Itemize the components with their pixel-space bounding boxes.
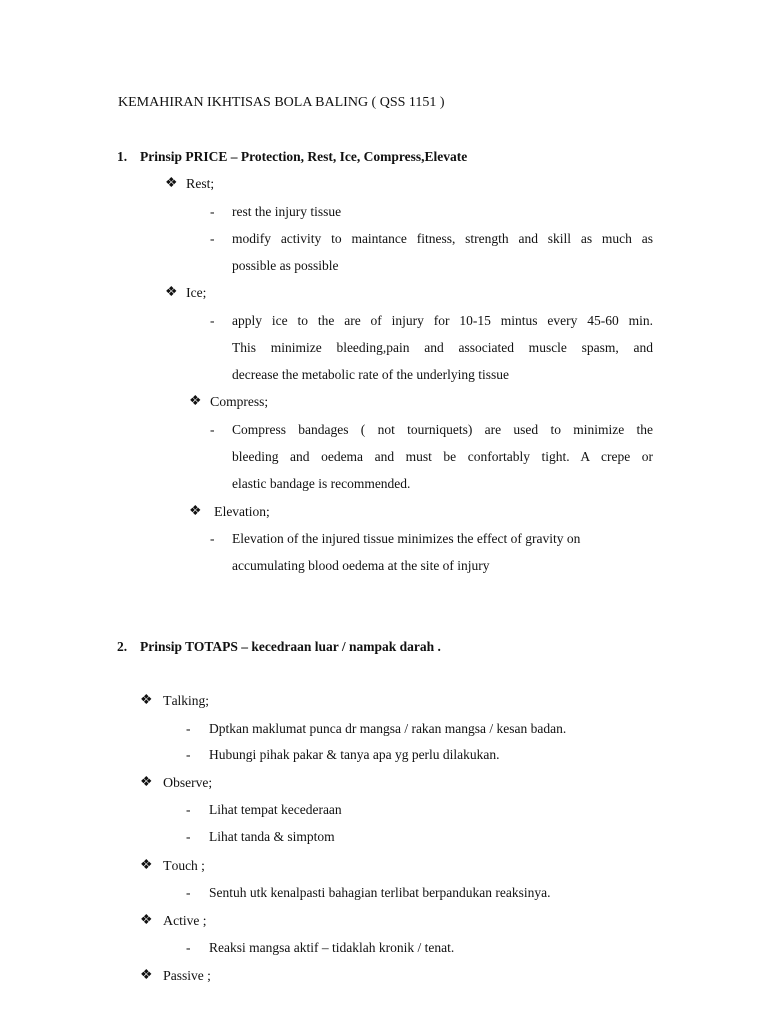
subheading-active xyxy=(163,912,207,931)
subheading-ice xyxy=(186,284,206,303)
document-title: KEMAHIRAN IKHTISAS BOLA BALING ( QSS 1151 ) xyxy=(118,95,445,110)
subheading-touch xyxy=(163,857,205,876)
dash-marker: - xyxy=(210,204,215,219)
diamond-bullet-icon: ❖ xyxy=(140,693,153,708)
list-item-continuation: possible as possible xyxy=(232,258,339,273)
dash-marker: - xyxy=(186,802,191,817)
subheading-ice-text: ce; xyxy=(190,285,207,300)
subheading-initial: A xyxy=(163,914,174,929)
subheading-talking xyxy=(163,692,209,711)
diamond-bullet-icon: ❖ xyxy=(165,176,178,191)
subheading-rest-text: est; xyxy=(195,176,215,191)
subheading-elevation xyxy=(214,503,270,522)
section-1-heading: Prinsip PRICE – Protection, Rest, Ice, Compress,Elevate xyxy=(140,149,468,164)
dash-marker: - xyxy=(210,313,215,328)
subheading-initial: R xyxy=(186,177,196,192)
diamond-bullet-icon: ❖ xyxy=(189,394,202,409)
subheading-initial: C xyxy=(210,395,220,410)
dash-marker: - xyxy=(210,422,215,437)
subheading-compress xyxy=(210,393,268,412)
diamond-bullet-icon: ❖ xyxy=(189,504,202,519)
section-2-heading: Prinsip TOTAPS – kecedraan luar / nampak darah . xyxy=(140,639,441,654)
list-item-continuation: elastic bandage is recommended. xyxy=(232,476,411,491)
list-item: Hubungi pihak pakar & tanya apa yg perlu dilakukan. xyxy=(209,747,500,762)
subheading-rest xyxy=(186,175,214,194)
diamond-bullet-icon: ❖ xyxy=(165,285,178,300)
diamond-bullet-icon: ❖ xyxy=(140,775,153,790)
section-2-number: 2. xyxy=(117,639,128,654)
diamond-bullet-icon: ❖ xyxy=(140,913,153,928)
list-item: apply ice to the are of injury for 10-15 mintus every 45-60 min. xyxy=(232,313,653,328)
subheading-elevation-text: levation; xyxy=(222,504,270,519)
subheading-observe-text: bserve; xyxy=(173,775,213,790)
list-item: Lihat tempat kecederaan xyxy=(209,802,342,817)
list-item: Reaksi mangsa aktif – tidaklah kronik / tenat. xyxy=(209,940,455,955)
dash-marker: - xyxy=(210,231,215,246)
list-item: Sentuh utk kenalpasti bahagian terlibat berpandukan reaksinya. xyxy=(209,885,551,900)
subheading-initial: T xyxy=(163,859,172,874)
subheading-passive-text: assive ; xyxy=(170,968,211,983)
list-item: Compress bandages ( not tourniquets) are used to minimize the xyxy=(232,422,653,437)
list-item: Dptkan maklumat punca dr mangsa / rakan mangsa / kesan badan. xyxy=(209,721,567,736)
subheading-compress-text: ompress; xyxy=(219,394,269,409)
subheading-initial: T xyxy=(163,694,172,709)
subheading-touch-text: ouch ; xyxy=(171,858,205,873)
dash-marker: - xyxy=(186,721,191,736)
list-item: rest the injury tissue xyxy=(232,204,342,219)
dash-marker: - xyxy=(186,885,191,900)
list-item-continuation: bleeding and oedema and must be confortably tight. A crepe or xyxy=(232,449,653,464)
list-item-continuation: decrease the metabolic rate of the underlying tissue xyxy=(232,367,510,382)
list-item-continuation: accumulating blood oedema at the site of injury xyxy=(232,558,490,573)
diamond-bullet-icon: ❖ xyxy=(140,858,153,873)
section-1-number: 1. xyxy=(117,149,128,164)
subheading-observe xyxy=(163,774,212,793)
dash-marker: - xyxy=(210,531,215,546)
dash-marker: - xyxy=(186,940,191,955)
subheading-talking-text: alking; xyxy=(171,693,210,708)
dash-marker: - xyxy=(186,829,191,844)
subheading-passive xyxy=(163,967,211,986)
diamond-bullet-icon: ❖ xyxy=(140,968,153,983)
subheading-active-text: ctive ; xyxy=(173,913,207,928)
list-item: Elevation of the injured tissue minimizes the effect of gravity on xyxy=(232,531,581,546)
subheading-initial: E xyxy=(214,505,223,520)
list-item: modify activity to maintance fitness, strength and skill as much as xyxy=(232,231,653,246)
dash-marker: - xyxy=(186,747,191,762)
list-item: Lihat tanda & simptom xyxy=(209,829,335,844)
subheading-initial: O xyxy=(163,776,174,791)
list-item-continuation: This minimize bleeding,pain and associated muscle spasm, and xyxy=(232,340,653,355)
subheading-initial: P xyxy=(163,969,171,984)
subheading-initial: I xyxy=(186,286,191,301)
